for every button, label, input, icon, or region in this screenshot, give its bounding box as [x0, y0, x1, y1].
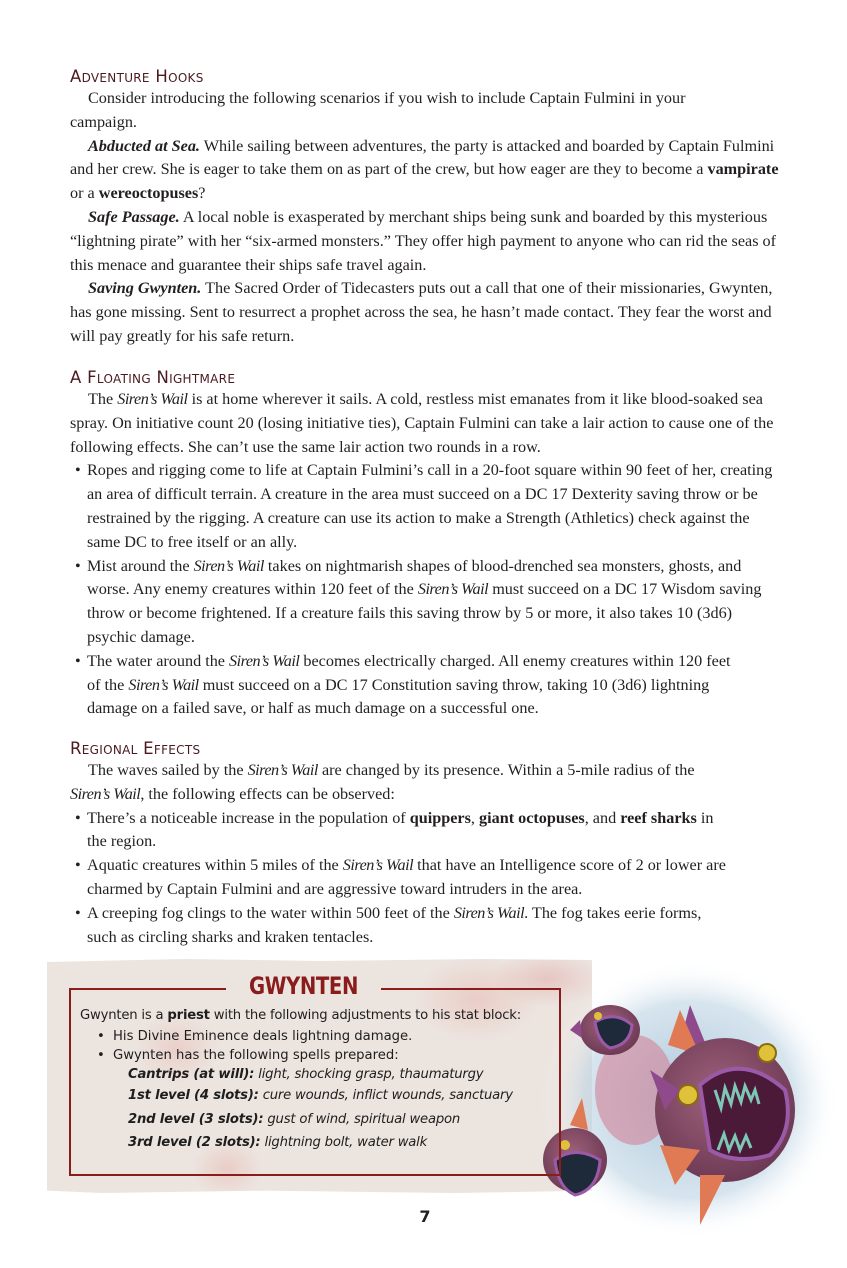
- ship-name: Siren’s Wail: [342, 856, 414, 875]
- bullet-icon: •: [75, 461, 81, 480]
- hook-text: The Sacred Order of Tidecasters puts out a call that one of their missionaries, Gwynten, has gone missing. Sent to resurrect a prophet across the sea, he hasn’t made contact. They fear the worst and will pay greatly for his safe return.: [70, 279, 773, 345]
- hook-title: Saving Gwynten.: [88, 279, 202, 298]
- text: Gwynten is a: [80, 1008, 168, 1023]
- text: in the region.: [87, 808, 714, 851]
- bullet-icon: •: [97, 1029, 105, 1044]
- bullet-icon: •: [75, 556, 81, 575]
- creature-link: priest: [167, 1008, 210, 1023]
- lair-action-bullet: [70, 459, 782, 554]
- text: There’s a noticeable increase in the population of: [87, 808, 410, 827]
- text: Aquatic creatures within 5 miles of the: [87, 856, 343, 875]
- spell-line: [80, 1084, 560, 1108]
- sidebar-title: GWYNTEN: [248, 972, 359, 1000]
- ship-name: Siren’s Wail: [70, 784, 141, 803]
- creature-link: quippers: [409, 808, 471, 827]
- section-heading: Adventure Hooks: [70, 67, 204, 86]
- bullet-icon: •: [97, 1048, 105, 1063]
- regional-effects-section: [70, 739, 782, 949]
- bullet-icon: •: [75, 856, 81, 875]
- spell-list: lightning bolt, water walk: [260, 1135, 428, 1150]
- lair-action-bullet: [70, 555, 782, 650]
- spell-level: 2nd level (3 slots):: [128, 1111, 264, 1127]
- ship-name: Siren’s Wail: [229, 651, 300, 670]
- regional-intro: [70, 759, 782, 807]
- text: , and: [584, 808, 621, 827]
- text: must succeed on a DC 17 Wisdom saving throw or become frightened. If a creature fails this saving throw by 5 or more, it also takes 10 (3d6) psychic damage.: [87, 580, 762, 646]
- text: must succeed on a DC 17 Constitution saving throw, taking 10 (3d6) lightning damage on a failed save, or half as much damage on a successful one.: [87, 675, 710, 718]
- ship-name: Siren’s Wail: [128, 675, 199, 694]
- text: are changed by its presence. Within a 5-mile radius of the: [317, 761, 695, 779]
- spell-line: [80, 1065, 560, 1084]
- spell-level: 1st level (4 slots):: [128, 1088, 259, 1103]
- regional-bullet: [70, 807, 782, 855]
- text: Gwynten has the following spells prepared:: [113, 1048, 399, 1063]
- text: ,: [470, 808, 480, 827]
- text: takes on nightmarish shapes of blood-drenched sea monsters, ghosts, and worse. Any enemy creatures within 120 feet of the: [87, 556, 742, 599]
- text: , the following effects can be observed:: [140, 784, 395, 803]
- lair-intro: [70, 388, 782, 459]
- ship-name: Siren’s Wail: [453, 903, 525, 922]
- text: . The fog takes eerie forms, such as circling sharks and kraken tentacles.: [87, 903, 702, 946]
- text: The water around the: [87, 651, 230, 670]
- lair-action-bullet: [70, 650, 782, 721]
- text: Ropes and rigging come to life at Captain Fulmini’s call in a 20-foot square within 90 feet of her, creating an area of difficult terrain. A creature in the area must succeed on a DC 17 Dexterity saving throw or be restrained by the rigging. A creature can use its action to make a Strength (Athletics) check against the same DC to free itself or an ally.: [87, 461, 773, 551]
- ship-name: Siren’s Wail: [117, 390, 188, 408]
- sidebar-bullet: [80, 1046, 560, 1065]
- page-number: 7: [419, 1207, 431, 1226]
- section-heading: A Floating Nightmare: [70, 368, 236, 387]
- text: The: [88, 390, 118, 408]
- adventure-hooks-section: [70, 67, 782, 349]
- spell-level: 3rd level (2 slots):: [128, 1135, 261, 1150]
- regional-bullet: [70, 854, 782, 902]
- spell-line: [80, 1108, 560, 1132]
- text: The waves sailed by the: [88, 761, 248, 779]
- text: that have an Intelligence score of 2 or lower are charmed by Captain Fulmini and are aggressive toward intruders in the area.: [87, 856, 726, 898]
- hook-title: Abducted at Sea.: [88, 136, 200, 155]
- text: Mist around the: [87, 556, 194, 575]
- spell-list: light, shocking grasp, thaumaturgy: [254, 1067, 484, 1082]
- sidebar-bullet: [80, 1027, 560, 1046]
- creature-link: vampirate: [707, 160, 779, 179]
- ship-name: Siren’s Wail: [417, 580, 489, 599]
- ship-name: Siren’s Wail: [193, 556, 264, 575]
- creature-link: reef sharks: [620, 808, 697, 827]
- section-heading: Regional Effects: [70, 739, 201, 758]
- sidebar-intro: [80, 1005, 560, 1027]
- spell-list: gust of wind, spiritual weapon: [263, 1111, 461, 1127]
- bullet-icon: •: [75, 651, 81, 670]
- hook-saving-gwynten: [70, 277, 782, 348]
- text: A creeping fog clings to the water within 500 feet of the: [87, 903, 454, 922]
- hook-abducted: [70, 135, 782, 206]
- spell-level: Cantrips (at will):: [128, 1067, 255, 1082]
- hook-text: While sailing between adventures, the party is attacked and boarded by Captain Fulmini and her crew. She is eager to take them on as part of the crew, but how eager are they to become a: [70, 136, 775, 179]
- text: with the following adjustments to his stat block:: [209, 1008, 521, 1023]
- hook-text: ?: [198, 184, 206, 203]
- hook-safe-passage: [70, 206, 782, 277]
- floating-nightmare-section: [70, 368, 782, 721]
- bullet-icon: •: [75, 903, 81, 922]
- spell-list: cure wounds, inflict wounds, sanctuary: [258, 1088, 513, 1103]
- creature-link: giant octopuses: [479, 808, 585, 827]
- hook-text: A local noble is exasperated by merchant ships being sunk and boarded by this mysterious “lightning pirate” with her “six-armed monsters.” They offer high payment to anyone who can rid the seas of this menace and guarantee their ships safe travel again.: [70, 207, 777, 274]
- hooks-intro: Consider introducing the following scenarios if you wish to include Captain Fulmini in your campaign.: [70, 89, 686, 131]
- quipper-illustration: [540, 950, 847, 1268]
- text: His Divine Eminence deals lightning damage.: [113, 1029, 413, 1044]
- ship-name: Siren’s Wail: [247, 761, 318, 779]
- regional-bullet: [70, 902, 782, 950]
- text: is at home wherever it sails. A cold, restless mist emanates from it like blood-soaked sea spray. On initiative count 20 (losing initiative ties), Captain Fulmini can take a lair action to cause one of the following effects. She can’t use the same lair action two rounds in a row.: [70, 390, 774, 456]
- hook-text: or a: [70, 184, 99, 203]
- sidebar-body: [80, 1005, 560, 1155]
- text: becomes electrically charged. All enemy creatures within 120 feet of the: [87, 651, 731, 694]
- creature-link: wereoctopuses: [98, 184, 199, 203]
- bullet-icon: •: [75, 808, 81, 827]
- hook-title: Safe Passage.: [88, 207, 180, 226]
- spell-line: [80, 1131, 560, 1155]
